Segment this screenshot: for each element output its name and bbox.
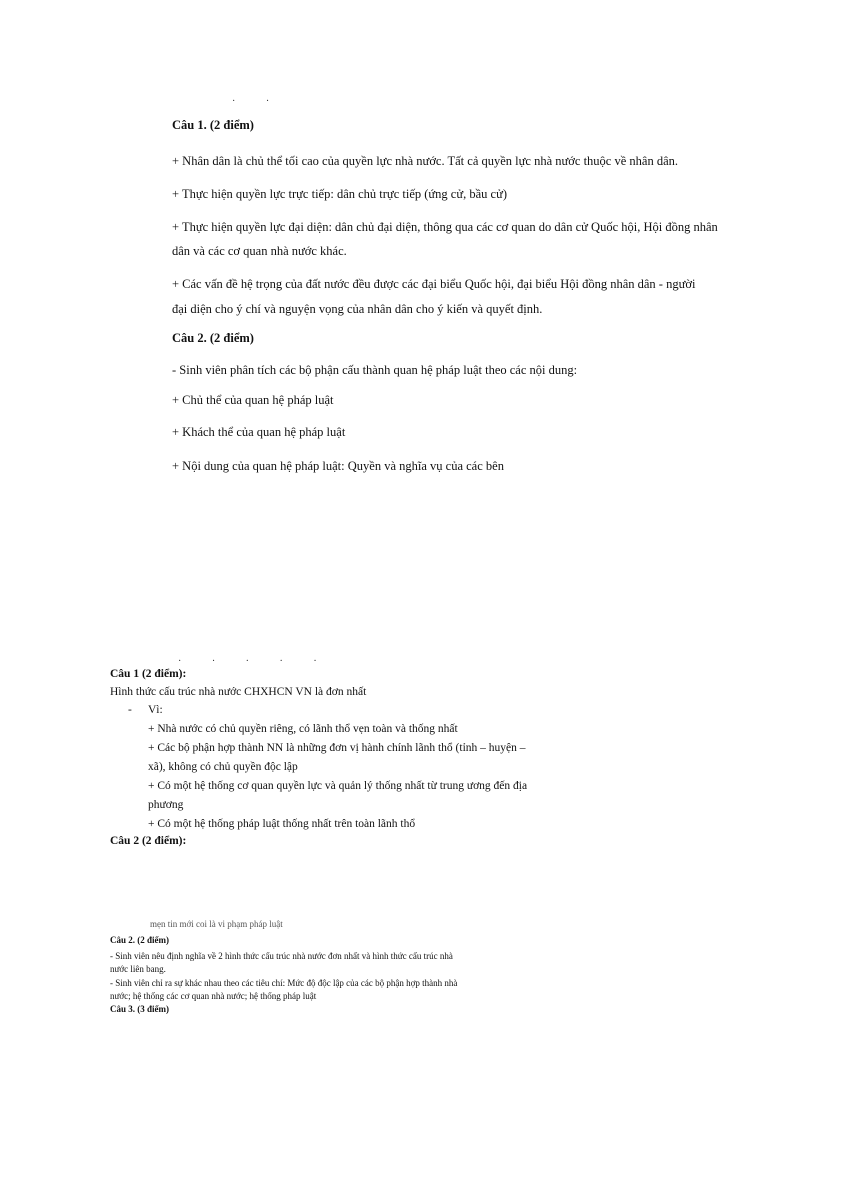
section3-q3-heading: Câu 3. (3 điểm) [110, 1004, 169, 1014]
q2-heading: Câu 2. (2 điểm) [172, 331, 254, 345]
section3-line: - Sinh viên nêu định nghĩa về 2 hình thức cấu trúc nhà nước đơn nhất và hình thức cấu trúc nhà [110, 951, 453, 961]
q2-line: - Sinh viên phân tích các bộ phận cấu thành quan hệ pháp luật theo các nội dung: [172, 363, 578, 377]
section3-line: nước; hệ thống các cơ quan nhà nước; hệ thống pháp luật [110, 991, 317, 1001]
bullet-dash: - [128, 704, 132, 716]
section3-line: nước liên bang. [110, 964, 166, 974]
vi-label: Vì: [148, 704, 163, 716]
section2-line: xã), không có chủ quyền độc lập [148, 761, 298, 773]
q2-line: + Khách thể của quan hệ pháp luật [172, 425, 346, 439]
section2-line: + Nhà nước có chủ quyền riêng, có lãnh thổ vẹn toàn và thống nhất [148, 723, 458, 735]
q1-line: + Nhân dân là chủ thể tối cao của quyền lực nhà nước. Tất cả quyền lực nhà nước thuộc về nhân dân. [172, 154, 678, 168]
cut-off-line: mẹn tin mới coi là vi phạm pháp luật [150, 919, 283, 929]
q1-line: + Thực hiện quyền lực đại diện: dân chủ đại diện, thông qua các cơ quan do dân cử Quốc hội, Hội đồng nhân [172, 220, 718, 234]
section2-intro: Hình thức cấu trúc nhà nước CHXHCN VN là đơn nhất [110, 686, 367, 698]
q1-heading: Câu 1. (2 điểm) [172, 118, 254, 132]
section2-line: + Có một hệ thống pháp luật thống nhất trên toàn lãnh thổ [148, 818, 416, 830]
q1-line: + Các vấn đề hệ trọng của đất nước đều được các đại biểu Quốc hội, đại biểu Hội đồng nhân dân - người [172, 277, 696, 291]
q1-line: + Thực hiện quyền lực trực tiếp: dân chủ trực tiếp (ứng cử, bầu cử) [172, 187, 508, 201]
section3-q2-heading: Câu 2. (2 điểm) [110, 935, 169, 945]
section2-line: phương [148, 799, 184, 811]
section2-q2-heading: Câu 2 (2 điểm): [110, 835, 187, 847]
q2-line: + Nội dung của quan hệ pháp luật: Quyền và nghĩa vụ của các bên [172, 459, 504, 473]
scan-dots: · · [232, 96, 284, 107]
q2-line: + Chủ thể của quan hệ pháp luật [172, 393, 334, 407]
q1-line: dân và các cơ quan nhà nước khác. [172, 244, 347, 258]
section2-q1-heading: Câu 1 (2 điểm): [110, 668, 187, 680]
section2-line: + Có một hệ thống cơ quan quyền lực và quản lý thống nhất từ trung ương đến địa [148, 780, 528, 792]
scan-dots: · · · · · [178, 656, 331, 667]
section3-line: - Sinh viên chỉ ra sự khác nhau theo các tiêu chí: Mức độ độc lập của các bộ phận hợp thành nhà [110, 978, 458, 988]
section2-line: + Các bộ phận hợp thành NN là những đơn vị hành chính lãnh thổ (tỉnh – huyện – [148, 742, 526, 754]
q1-line: đại diện cho ý chí và nguyện vọng của nhân dân cho ý kiến và quyết định. [172, 302, 543, 316]
